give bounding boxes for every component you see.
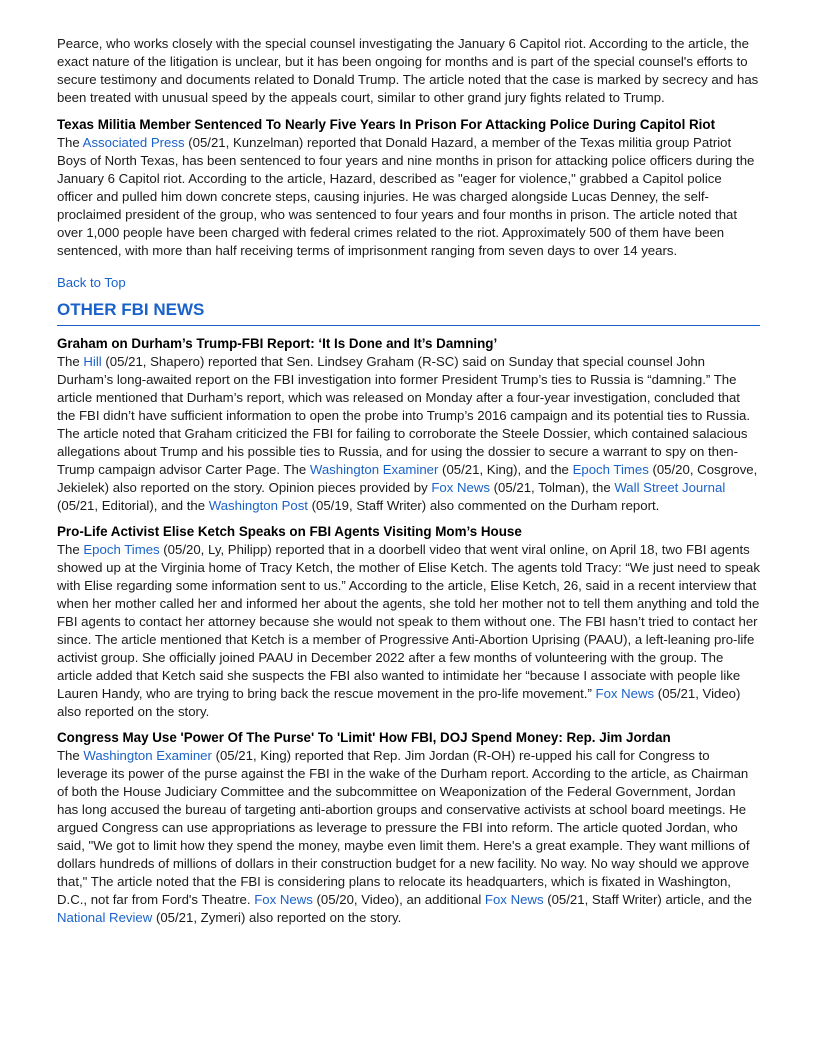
story-title: Graham on Durham’s Trump-FBI Report: ‘It Is Done and It’s Damning’ [57, 336, 498, 351]
newsletter-page [57, 35, 760, 935]
source-link[interactable]: Wall Street Journal [614, 480, 726, 495]
story-title: Congress May Use 'Power Of The Purse' To 'Limit' How FBI, DOJ Spend Money: Rep. Jim Jordan [57, 730, 671, 745]
source-link[interactable]: Washington Post [208, 498, 308, 513]
source-link[interactable]: Epoch Times [572, 462, 649, 477]
source-link[interactable]: National Review [57, 910, 153, 925]
story-title: Pro-Life Activist Elise Ketch Speaks on FBI Agents Visiting Mom’s House [57, 524, 522, 539]
source-link[interactable]: Washington Examiner [309, 462, 439, 477]
source-link[interactable]: Washington Examiner [83, 748, 212, 763]
story-ketch [57, 523, 760, 721]
source-link[interactable]: Fox News [254, 892, 313, 907]
story-body: The Epoch Times (05/20, Ly, Philipp) reported that in a doorbell video that went viral online, on April 18, two FBI agents showed up at the Virginia home of Tracy Ketch, the mother of Elise Ketch. The agents told Tracy: “We just need to speak with Elise regarding some information sent to us.” According to the article, Elise Ketch, 26, said in a recent interview that when her mother called her and informed her about the agents, she told her mother not to tell them anything and told the FBI agents to contact her attorney because she would not speak to them without one. The FBI hasn’t tried to contact her since. The article mentioned that Ketch is a member of Progressive Anti-Abortion Uprising (PAAU), a left-leaning pro-life activist group. She officially joined PAAU in December 2022 after a few months of volunteering with the group. The article added that Ketch said she suspects the FBI also wanted to intimidate her “because I associate with people like Lauren Handy, who are trying to bring back the rescue movement in the pro-life movement.” Fox News (05/21, Video) also reported on the story. [57, 542, 760, 719]
back-to-top-link[interactable]: Back to Top [57, 275, 126, 290]
source-link[interactable]: Hill [83, 354, 102, 369]
previous-story-tail: Pearce, who works closely with the special counsel investigating the January 6 Capitol riot. According to the article, the exact nature of the litigation is unclear, but it has been ongoing for months and is part of the special counsel's efforts to secure testimony and documents related to Donald Trump. The article noted that the case is marked by secrecy and has been treated with unusual speed by the appeals court, similar to other grand jury fights related to Trump. [57, 36, 759, 105]
source-link[interactable]: Epoch Times [83, 542, 160, 557]
section-heading: OTHER FBI NEWS [57, 298, 760, 326]
story-jordan [57, 729, 760, 927]
source-link[interactable]: Fox News [484, 892, 544, 907]
source-link[interactable]: Associated Press [82, 135, 185, 150]
story-body: The Associated Press (05/21, Kunzelman) reported that Donald Hazard, a member of the Texas militia group Patriot Boys of North Texas, has been sentenced to four years and nine months in prison for attacking police officers during the January 6 Capitol riot. According to the article, Hazard, described as "eager for violence," grabbed a Capitol police officer and pulled him down concrete steps, causing injuries. He was charged alongside Lucas Denney, the self-proclaimed president of the group, who was sentenced to four years and four months in prison. The article noted that over 1,000 people have been charged with federal crimes related to the riot. Approximately 500 of them have been sentenced, with more than half receiving terms of imprisonment ranging from seven days to over 14 years. [57, 135, 755, 258]
story-body: The Hill (05/21, Shapero) reported that Sen. Lindsey Graham (R-SC) said on Sunday that special counsel John Durham’s long-awaited report on the FBI investigation into former President Trump’s ties to Russia is “damning.” The article mentioned that Durham’s report, which was released on Monday after a four-year investigation, concluded that the FBI didn’t have sufficient information to open the probe into Trump’s 2016 campaign and its potential ties to Russia. The article noted that Graham criticized the FBI for failing to corroborate the Steele Dossier, which contained salacious allegations about Trump and his possible ties to Russia, and for using the dossier to secure a warrant to spy on then-Trump campaign advisor Carter Page. The Washington Examiner (05/21, King), and the Epoch Times (05/20, Cosgrove, Jekielek) also reported on the story. Opinion pieces provided by Fox News (05/21, Tolman), the Wall Street Journal (05/21, Editorial), and the Washington Post (05/19, Staff Writer) also commented on the Durham report. [57, 354, 758, 513]
source-link[interactable]: Fox News [431, 480, 490, 495]
source-link[interactable]: Fox News [595, 686, 655, 701]
story-graham [57, 335, 760, 515]
story-militia [57, 116, 760, 260]
story-body: The Washington Examiner (05/21, King) reported that Rep. Jim Jordan (R-OH) re-upped his call for Congress to leverage its power of the purse against the FBI in the wake of the Durham report. According to the article, as Chairman of both the House Judiciary Committee and the subcommittee on Weaponization of the Federal Government, Jordan has long accused the bureau of targeting anti-abortion groups and conservative activists at school board meetings. He argued Congress can use appropriations as leverage to pressure the FBI into reform. The article quoted Jordan, who said, "We got to limit how they spend the money, maybe even limit them. Here's a great example. They want millions of dollars hundreds of millions of dollars in their construction budget for a new facility. No way. No way should we approve that," The article noted that the FBI is considering plans to relocate its headquarters, which is fixated in Washington, D.C., not far from Ford's Theatre. Fox News (05/20, Video), an additional Fox News (05/21, Staff Writer) article, and the National Review (05/21, Zymeri) also reported on the story. [57, 748, 752, 925]
story-title: Texas Militia Member Sentenced To Nearly Five Years In Prison For Attacking Police During Capitol Riot [57, 117, 716, 132]
